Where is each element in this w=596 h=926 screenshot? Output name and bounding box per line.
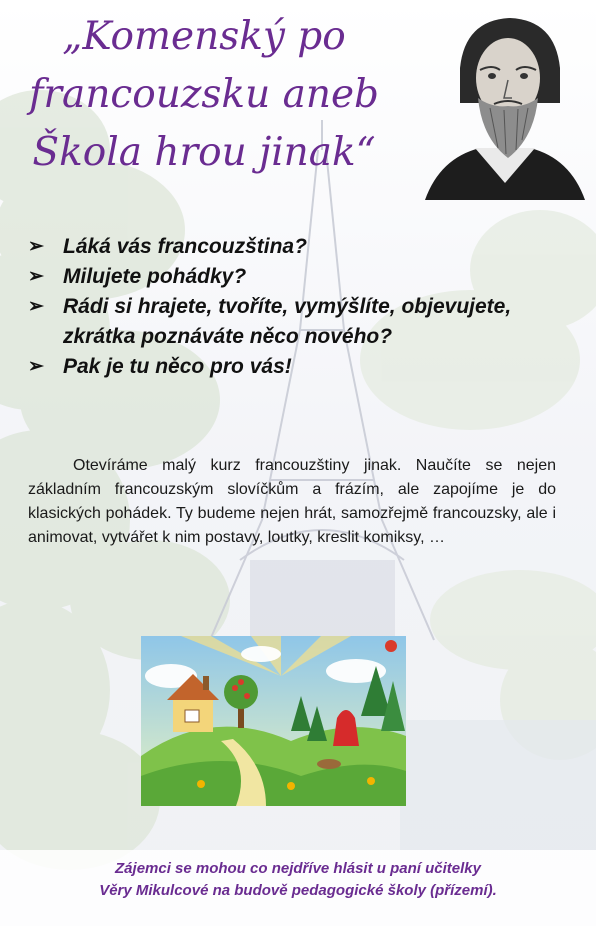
title-line: francouzsku aneb <box>28 72 379 117</box>
course-description-text: Otevíráme malý kurz francouzštiny jinak. Naučíte se nejen základním francouzským slovíčkům a frázím, ale zapojíme je do klasických pohádek. Ty budeme nejen hrát, samozřejmě francouzsky, ale i animovat, vytvářet k nim postavy, loutky, kreslit komiksy, … <box>28 457 556 546</box>
list-item <box>28 352 568 382</box>
arrowhead-bullet-icon: ➢ <box>28 236 44 257</box>
list-item-text: Milujete pohádky? <box>63 265 247 288</box>
contact-line: Věry Mikulcové na budově pedagogické školy (přízemí). <box>99 882 497 899</box>
course-description <box>28 454 556 550</box>
arrowhead-bullet-icon: ➢ <box>28 296 44 317</box>
contact-note <box>0 858 596 902</box>
contact-line: Zájemci se mohou co nejdříve hlásit u paní učitelky <box>115 860 481 877</box>
bullet-list <box>28 232 568 382</box>
list-item <box>28 232 568 262</box>
list-item-text: Rádi si hrajete, tvoříte, vymýšlíte, objevujete, zkrátka poznáváte něco nového? <box>63 295 512 348</box>
list-item <box>28 262 568 292</box>
list-item <box>28 292 568 352</box>
list-item-text: Láká vás francouzština? <box>63 235 307 258</box>
page-title <box>14 8 394 182</box>
list-item-text: Pak je tu něco pro vás! <box>63 355 292 378</box>
komensky-portrait-image <box>420 8 590 200</box>
arrowhead-bullet-icon: ➢ <box>28 356 44 377</box>
title-line: „Komenský po <box>62 14 346 59</box>
fairy-tale-illustration <box>141 636 406 806</box>
arrowhead-bullet-icon: ➢ <box>28 266 44 287</box>
title-line: Škola hrou jinak“ <box>32 130 376 175</box>
